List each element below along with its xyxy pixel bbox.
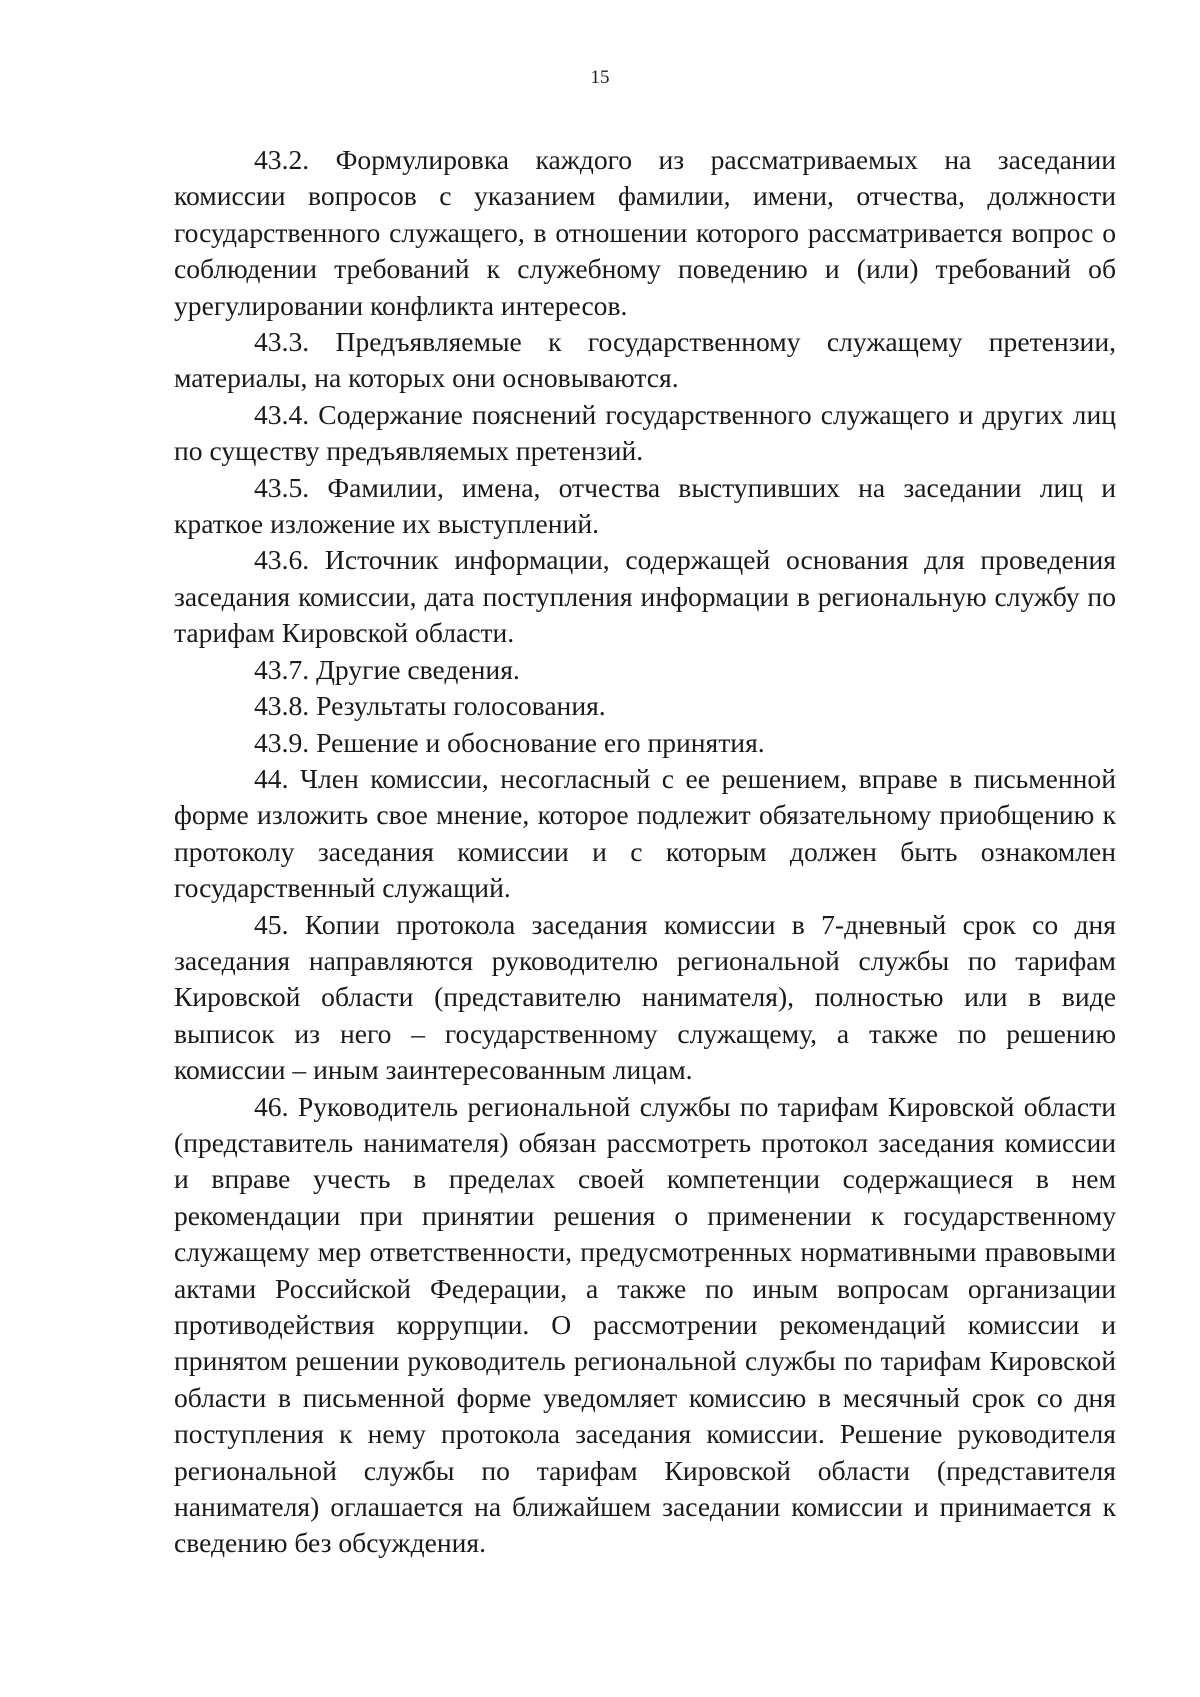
document-body [174, 142, 1116, 1562]
paragraph-43-7: 43.7. Другие сведения. [254, 653, 520, 685]
paragraph-46: 46. Руководитель региональной службы по тарифам Кировской области (представитель нанимателя) обязан рассмотреть протокол заседания комиссии и вправе учесть в пределах своей компетенции содержащиеся в нем рекомендации при принятии решения о применении к государственному служащему мер ответственности, предусмотренных нормативными правовыми актами Российской Федерации, а также по иным вопросам организации противодействия коррупции. О рассмотрении рекомендаций комиссии и принятом решении руководитель региональной службы по тарифам Кировской области в письменной форме уведомляет комиссию в месячный срок со дня поступления к нему протокола заседания комиссии. Решение руководителя региональной службы по тарифам Кировской области (представителя нанимателя) оглашается на ближайшем заседании комиссии и принимается к сведению без обсуждения. [174, 1090, 1116, 1559]
paragraph-43-9: 43.9. Решение и обоснование его принятия. [254, 726, 765, 758]
paragraph-43-3: 43.3. Предъявляемые к государственному служащему претензии, материалы, на которых они основываются. [174, 326, 1116, 394]
paragraph-44: 44. Член комиссии, несогласный с ее решением, вправе в письменной форме изложить свое мнение, которое подлежит обязательному приобщению к протоколу заседания комиссии и с которым должен быть ознакомлен государственный служащий. [174, 762, 1116, 904]
paragraph-43-8: 43.8. Результаты голосования. [254, 690, 606, 722]
paragraph-43-5: 43.5. Фамилии, имена, отчества выступивших на заседании лиц и краткое изложение их выступлений. [174, 471, 1116, 540]
page-number: 15 [590, 67, 610, 88]
paragraph-45: 45. Копии протокола заседания комиссии в 7-дневный срок со дня заседания направляются руководителю региональной службы по тарифам Кировской области (представителю нанимателя), полностью или в виде выписок из него – государственному служащему, а также по решению комиссии – иным заинтересованным лицам. [174, 908, 1116, 1086]
paragraph-43-6: 43.6. Источник информации, содержащей основания для проведения заседания комиссии, дата поступления информации в региональную службу по тарифам Кировской области. [174, 544, 1116, 649]
paragraph-43-4: 43.4. Содержание пояснений государственного служащего и других лиц по существу предъявляемых претензий. [174, 398, 1116, 467]
paragraph-43-2: 43.2. Формулировка каждого из рассматриваемых на заседании комиссии вопросов с указанием фамилии, имени, отчества, должности государственного служащего, в отношении которого рассматривается вопрос о соблюдении требований к служебному поведению и (или) требований об урегулировании конфликта интересов. [174, 144, 1116, 321]
